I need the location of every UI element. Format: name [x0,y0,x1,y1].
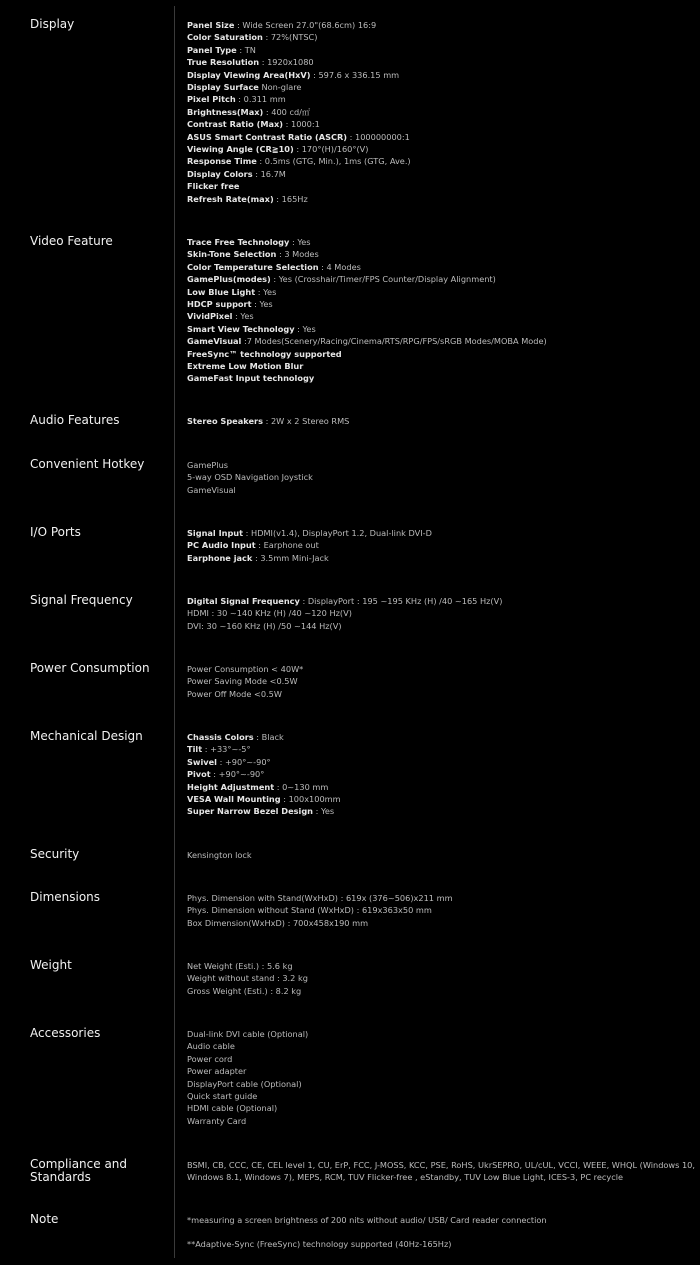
section-heading: Video Feature [30,234,113,248]
spec-line: VividPixel : Yes [187,311,254,322]
spec-value: Net Weight (Esti.) : 5.6 kg [187,961,293,971]
spec-value: 0~130 mm [282,781,329,792]
spec-line: Refresh Rate(max) : 165Hz [187,193,308,204]
spec-value: Black [261,732,284,742]
spec-value: 1000:1 [291,119,320,130]
spec-line [187,892,695,904]
spec-line [187,675,695,687]
spec-list [187,236,695,385]
section-heading: Mechanical Design [30,729,143,743]
spec-line [187,471,695,483]
section-heading: Compliance and Standards [30,1157,128,1184]
spec-line: Digital Signal Frequency : DisplayPort : 195 ~195 KHz (H) /40 ~165 Hz(V) [187,596,503,606]
spec-value: +90°~-90° [224,756,271,767]
section-heading: Signal Frequency [30,593,133,607]
spec-line [187,904,695,916]
spec-value: 4 Modes [326,261,361,272]
spec-line [187,1078,695,1090]
spec-line: Display Viewing Area(HxV) : 597.6 x 336.15 mm [187,69,400,80]
spec-list [187,1159,695,1184]
spec-value: 400 cd/㎡ [271,106,311,117]
spec-value: Kensington lock [187,850,252,860]
spec-line [187,348,695,360]
spec-line: Super Narrow Bezel Design : Yes [187,806,335,817]
spec-value: Wide Screen 27.0"(68.6cm) 16:9 [242,20,377,30]
spec-value: *measuring a screen brightness of 200 nits without audio/ USB/ Card reader connection [187,1215,547,1225]
spec-key: Super Narrow Bezel Design [187,806,314,817]
spacer [187,1226,695,1238]
spec-line: Signal Input : HDMI(v1.4), DisplayPort 1.2, Dual-link DVI-D [187,528,432,538]
spec-key: Contrast Ratio (Max) [187,119,284,130]
spec-key: Pivot [187,769,211,780]
spec-key: VESA Wall Mounting [187,794,281,805]
spec-line: Response Time : 0.5ms (GTG, Min.), 1ms (GTG, Ave.) [187,156,411,167]
spec-value: 1920x1080 [267,57,314,68]
spec-value: Power Off Mode <0.5W [187,688,282,699]
spec-value: Power Consumption < 40W* [187,664,304,674]
spec-line: Swivel : +90°~-90° [187,756,271,767]
spec-line: PC Audio Input : Earphone out [187,540,319,551]
spec-value: TN [244,44,256,55]
spec-key: Display Colors [187,168,253,179]
spec-value: 0.311 mm [243,94,286,105]
spec-key: Earphone jack [187,552,253,563]
spec-line [187,663,695,675]
spec-line: Trace Free Technology : Yes [187,237,311,247]
spec-value: **Adaptive-Sync (FreeSync) technology supported (40Hz-165Hz) [187,1239,452,1250]
spec-value: GamePlus [187,460,229,470]
spec-key: Display Surface [187,82,259,93]
spec-list [187,731,695,818]
spec-value: Power adapter [187,1066,247,1077]
spec-value: Yes [320,806,335,817]
spec-value: Weight without stand : 3.2 kg [187,973,308,984]
spec-line [187,459,695,471]
spec-key: Chassis Colors [187,732,254,742]
spec-value: 72%(NTSC) [270,32,318,43]
spec-line [187,335,695,347]
spec-value: :7 Modes(Scenery/Racing/Cinema/RTS/RPG/FPS/sRGB Modes/MOBA Mode) [243,336,547,347]
spec-line [187,1159,695,1184]
spec-line: HDCP support : Yes [187,299,273,310]
spec-value: DisplayPort : 195 ~195 KHz (H) /40 ~165 Hz(V) [307,596,503,606]
spec-line [187,360,695,372]
spec-value: Power cord [187,1053,233,1064]
spec-line [187,620,695,632]
spec-value: 3.5mm Mini-Jack [260,552,329,563]
section-heading: Power Consumption [30,661,150,675]
spec-line: Panel Size : Wide Screen 27.0"(68.6cm) 16:9 [187,20,377,30]
spec-list [187,595,695,632]
spec-line: Low Blue Light : Yes [187,286,277,297]
spec-line: Stereo Speakers : 2W x 2 Stereo RMS [187,416,350,426]
spec-line [187,1065,695,1077]
spec-key: VividPixel [187,311,233,322]
spec-key: Color Saturation [187,32,263,43]
spec-value: Yes [297,237,311,247]
spec-key: Panel Size [187,20,235,30]
spec-line [187,1090,695,1102]
spec-value: 170°(H)/160°(V) [301,144,369,155]
column-divider [174,6,175,1258]
spec-key: Brightness(Max) [187,106,264,117]
spec-key: Color Temperature Selection [187,261,319,272]
spec-line: Smart View Technology : Yes [187,323,316,334]
spec-line [187,972,695,984]
spec-value: 2W x 2 Stereo RMS [270,416,350,426]
spec-line [187,960,695,972]
spec-value: Yes (Crosshair/Timer/FPS Counter/Display Alignment) [278,274,496,285]
spec-list [187,960,695,997]
spec-value: Non-glare [261,82,302,93]
spec-line [187,985,695,997]
section-heading: I/O Ports [30,525,81,539]
spec-line: Tilt : +33°~-5° [187,744,251,755]
spec-list [187,527,695,564]
spec-line: True Resolution : 1920x1080 [187,57,314,68]
spec-value: HDMI(v1.4), DisplayPort 1.2, Dual-link DVI-D [251,528,432,538]
section-heading: Note [30,1212,59,1226]
spec-value: 100x100mm [288,794,341,805]
spec-key: Smart View Technology [187,323,295,334]
spec-line: GamePlus(modes) : Yes (Crosshair/Timer/FPS Counter/Display Alignment) [187,274,496,285]
spec-key: Response Time [187,156,257,167]
spec-line: Earphone jack : 3.5mm Mini-Jack [187,552,329,563]
spec-line [187,1102,695,1114]
spec-key: Stereo Speakers [187,416,263,426]
spec-key: Pixel Pitch [187,94,236,105]
spec-list [187,19,695,205]
spec-line [187,81,695,93]
spec-key: Flicker free [187,181,240,192]
spec-line: Display Colors : 16.7M [187,168,286,179]
spec-line [187,688,695,700]
spec-value: 597.6 x 336.15 mm [318,69,400,80]
spec-line: Color Temperature Selection : 4 Modes [187,261,361,272]
spec-line: Skin-Tone Selection : 3 Modes [187,249,319,260]
spec-key: Height Adjustment [187,781,275,792]
spec-key: FreeSync™ technology supported [187,348,342,359]
spec-line: Brightness(Max) : 400 cd/㎡ [187,106,311,117]
spec-value: HDMI : 30 ~140 KHz (H) /40 ~120 Hz(V) [187,608,352,619]
spec-value: Yes [259,299,273,310]
spec-value: Phys. Dimension with Stand(WxHxD) : 619x (376~506)x211 mm [187,893,453,903]
spec-key: ASUS Smart Contrast Ratio (ASCR) [187,131,348,142]
spec-value: Power Saving Mode <0.5W [187,676,298,687]
spec-key: Tilt [187,744,203,755]
spec-value: DisplayPort cable (Optional) [187,1078,302,1089]
section-heading: Security [30,847,80,861]
spec-value: HDMI cable (Optional) [187,1103,278,1114]
spec-line: Contrast Ratio (Max) : 1000:1 [187,119,320,130]
spec-key: HDCP support [187,299,252,310]
spec-value: 3 Modes [284,249,319,260]
spec-value: BSMI, CB, CCC, CE, CEL level 1, CU, ErP, FCC, J-MOSS, KCC, PSE, RoHS, UkrSEPRO, UL/cUL, VCCI, WEEE, WHQL (Windows 10, Windows 8.1, Windows 7), MEPS, RCM, TUV Flicker-free , eStandby, TUV Low Blue Light, ICES-3, PC recycle [187,1160,695,1183]
spec-line [187,1053,695,1065]
spec-key: Panel Type [187,44,237,55]
spec-line [187,917,695,929]
spec-line: Pivot : +90°~-90° [187,769,265,780]
spec-value: 16.7M [260,168,286,179]
spec-list [187,1214,695,1251]
spec-value: 0.5ms (GTG, Min.), 1ms (GTG, Ave.) [264,156,411,167]
spec-list [187,459,695,496]
spec-line [187,607,695,619]
spec-value: Yes [240,311,254,322]
spec-key: Refresh Rate(max) [187,193,274,204]
spec-value: +90°~-90° [218,769,265,780]
spec-key: Swivel [187,756,217,767]
spec-list [187,849,695,861]
spec-line: VESA Wall Mounting : 100x100mm [187,794,341,805]
spec-key: Low Blue Light [187,286,256,297]
spec-line [187,1238,695,1250]
spec-value: 5-way OSD Navigation Joystick [187,472,313,483]
spec-value: Quick start guide [187,1091,258,1102]
spec-line: Panel Type : TN [187,44,256,55]
spec-value: Box Dimension(WxHxD) : 700x458x190 mm [187,917,369,928]
spec-list [187,892,695,929]
spec-key: Trace Free Technology [187,237,290,247]
section-heading: Audio Features [30,413,120,427]
spec-line [187,1214,695,1226]
spec-key: Digital Signal Frequency [187,596,300,606]
spec-key: GamePlus(modes) [187,274,271,285]
spec-value: Dual-link DVI cable (Optional) [187,1029,309,1039]
spec-key: PC Audio Input [187,540,256,551]
spec-line: Viewing Angle (CR≧10) : 170°(H)/160°(V) [187,144,369,155]
spec-line [187,1028,695,1040]
spec-line: Height Adjustment : 0~130 mm [187,781,329,792]
spec-list [187,415,695,427]
spec-line: Pixel Pitch : 0.311 mm [187,94,286,105]
spec-line [187,372,695,384]
section-heading: Dimensions [30,890,101,904]
spec-value: Gross Weight (Esti.) : 8.2 kg [187,985,302,996]
section-heading: Weight [30,958,72,972]
spec-value: Earphone out [263,540,319,551]
spec-key: Extreme Low Motion Blur [187,361,304,372]
spec-value: Yes [263,286,277,297]
spec-value: Yes [302,323,316,334]
spec-key: GameFast Input technology [187,373,315,384]
spec-line [187,849,695,861]
spec-line: ASUS Smart Contrast Ratio (ASCR) : 100000000:1 [187,131,410,142]
spec-key: Display Viewing Area(HxV) [187,69,311,80]
spec-value: Phys. Dimension without Stand (WxHxD) : 619x363x50 mm [187,905,432,916]
spec-key: Viewing Angle (CR≧10) [187,144,294,155]
spec-line [187,484,695,496]
section-heading: Display [30,17,75,31]
spec-value: +33°~-5° [210,744,251,755]
spec-line [187,1115,695,1127]
spec-line: Color Saturation : 72%(NTSC) [187,32,318,43]
section-heading: Convenient Hotkey [30,457,145,471]
spec-key: True Resolution [187,57,260,68]
spec-value: Audio cable [187,1041,235,1052]
spec-value: 165Hz [281,193,308,204]
spec-line [187,180,695,192]
spec-key: Signal Input [187,528,244,538]
spec-value: 100000000:1 [355,131,410,142]
spec-list [187,1028,695,1127]
spec-list [187,663,695,700]
spec-value: GameVisual [187,484,236,495]
spec-value: DVI: 30 ~160 KHz (H) /50 ~144 Hz(V) [187,620,342,631]
spec-key: Skin-Tone Selection [187,249,277,260]
spec-line [187,1040,695,1052]
spec-key: GameVisual [187,336,242,347]
spec-value: Warranty Card [187,1115,247,1126]
section-heading: Accessories [30,1026,101,1040]
spec-line: Chassis Colors : Black [187,732,284,742]
